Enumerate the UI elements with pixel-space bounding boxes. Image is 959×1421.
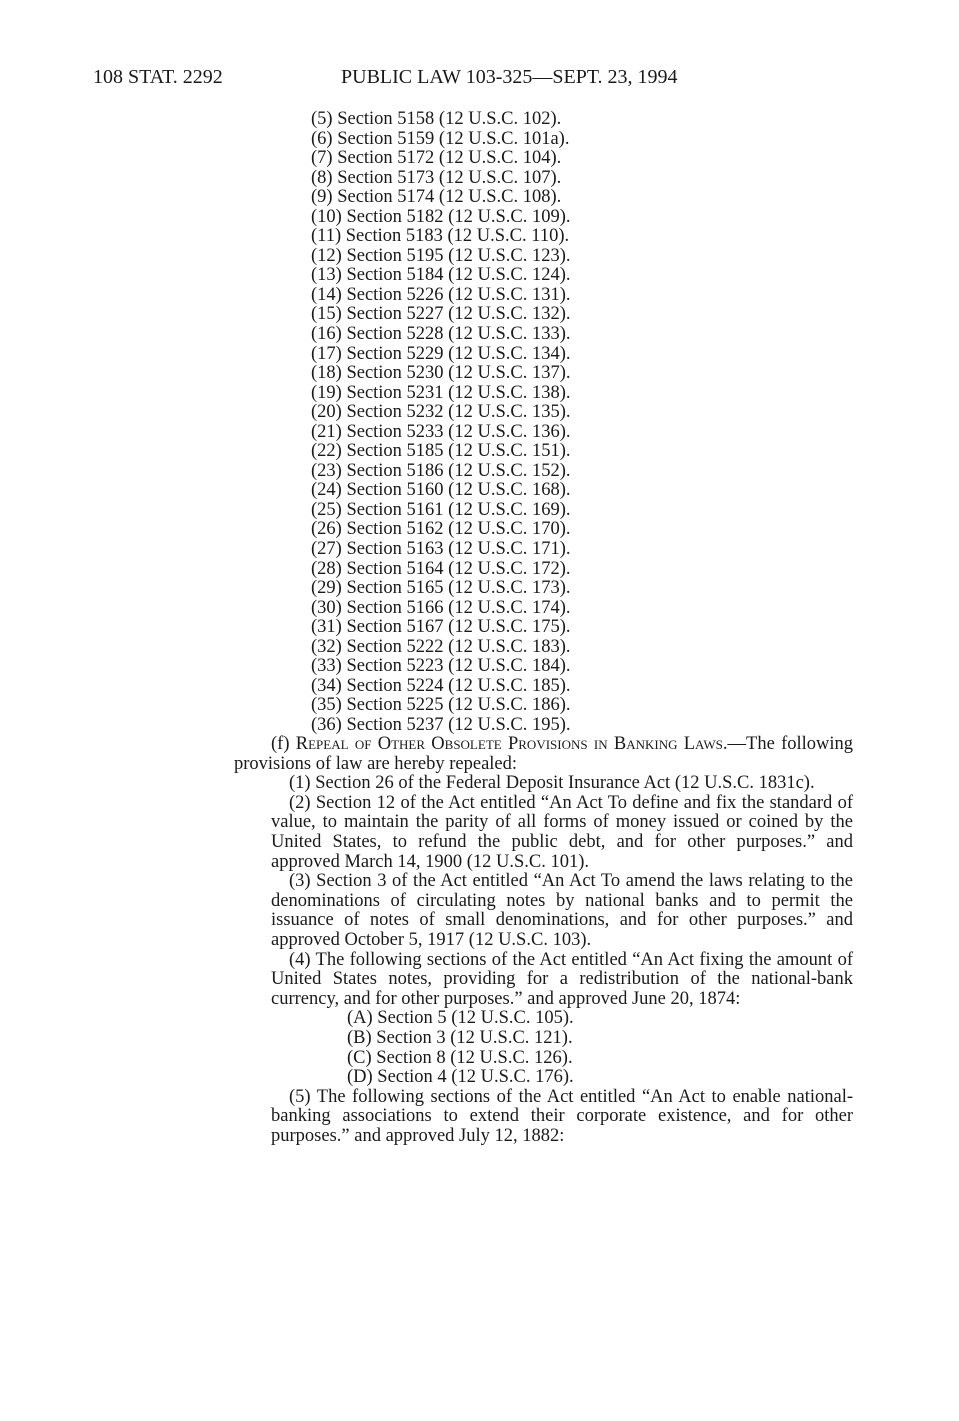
paragraph-1: (1) Section 26 of the Federal Deposit Insurance Act (12 U.S.C. 1831c). <box>289 773 815 794</box>
list-item: (26) Section 5162 (12 U.S.C. 170). <box>311 519 571 540</box>
list-item: (14) Section 5226 (12 U.S.C. 131). <box>311 284 571 305</box>
list-item: (18) Section 5230 (12 U.S.C. 137). <box>311 363 571 384</box>
paragraph-5: (5) The following sections of the Act entitled “An Act to enable national-banking associations to extend their corporate existence, and for other purposes.” and approved July 12, 1882: <box>271 1086 853 1146</box>
list-item: (15) Section 5227 (12 U.S.C. 132). <box>311 304 571 325</box>
page-header <box>93 62 753 92</box>
list-item: (8) Section 5173 (12 U.S.C. 107). <box>311 167 562 188</box>
list-item: (28) Section 5164 (12 U.S.C. 172). <box>311 558 571 579</box>
public-law-title: PUBLIC LAW 103-325—SEPT. 23, 1994 <box>341 66 678 88</box>
list-item: (30) Section 5166 (12 U.S.C. 174). <box>311 597 571 618</box>
list-item: (20) Section 5232 (12 U.S.C. 135). <box>311 402 571 423</box>
list-item: (25) Section 5161 (12 U.S.C. 169). <box>311 499 571 520</box>
list-item: (27) Section 5163 (12 U.S.C. 171). <box>311 539 571 560</box>
subsection-heading: Repeal of Other Obsolete Provisions in Banking Laws. <box>295 734 728 754</box>
subsection-marker: (f) <box>271 734 290 754</box>
list-item: (9) Section 5174 (12 U.S.C. 108). <box>311 187 562 208</box>
paragraph-4: (4) The following sections of the Act entitled “An Act fixing the amount of United States notes, providing for a redistribution of the national-bank currency, and for other purposes.” and approved June 20, 1874: <box>271 949 853 1009</box>
list-item: (35) Section 5225 (12 U.S.C. 186). <box>311 695 571 716</box>
list-item: (31) Section 5167 (12 U.S.C. 175). <box>311 617 571 638</box>
list-item: (21) Section 5233 (12 U.S.C. 136). <box>311 421 571 442</box>
statute-page-number: 108 STAT. 2292 <box>93 66 223 88</box>
list-item: (5) Section 5158 (12 U.S.C. 102). <box>311 109 562 129</box>
list-item: (6) Section 5159 (12 U.S.C. 101a). <box>311 128 570 149</box>
list-item: (12) Section 5195 (12 U.S.C. 123). <box>311 245 571 266</box>
list-item: (19) Section 5231 (12 U.S.C. 138). <box>311 382 571 403</box>
list-item: (13) Section 5184 (12 U.S.C. 124). <box>311 265 571 286</box>
list-item: (23) Section 5186 (12 U.S.C. 152). <box>311 460 571 481</box>
list-item: (33) Section 5223 (12 U.S.C. 184). <box>311 656 571 677</box>
paragraph-4-subitem: (B) Section 3 (12 U.S.C. 121). <box>347 1027 573 1048</box>
subsection-f-heading-paragraph <box>234 735 853 774</box>
paragraph-4-subitem: (D) Section 4 (12 U.S.C. 176). <box>347 1067 574 1088</box>
list-item: (34) Section 5224 (12 U.S.C. 185). <box>311 675 571 696</box>
paragraph-2: (2) Section 12 of the Act entitled “An Act To define and fix the standard of value, to maintain the parity of all forms of money issued or coined by the United States, to refund the public debt, and for other purposes.” and approved March 14, 1900 (12 U.S.C. 101). <box>271 792 853 872</box>
repealed-sections-list <box>311 110 571 736</box>
list-item: (32) Section 5222 (12 U.S.C. 183). <box>311 636 571 657</box>
list-item: (17) Section 5229 (12 U.S.C. 134). <box>311 343 571 364</box>
paragraph-4-subitem: (A) Section 5 (12 U.S.C. 105). <box>347 1008 574 1029</box>
list-item: (29) Section 5165 (12 U.S.C. 173). <box>311 578 571 599</box>
list-item: (24) Section 5160 (12 U.S.C. 168). <box>311 480 571 501</box>
list-item: (22) Section 5185 (12 U.S.C. 151). <box>311 441 571 462</box>
list-item: (7) Section 5172 (12 U.S.C. 104). <box>311 148 562 169</box>
subsection-intro: —The following provisions of law are hereby repealed: <box>234 734 854 774</box>
subsection-f <box>234 734 854 1146</box>
list-item: (36) Section 5237 (12 U.S.C. 195). <box>311 714 571 735</box>
paragraph-4-subitem: (C) Section 8 (12 U.S.C. 126). <box>347 1047 573 1068</box>
list-item: (16) Section 5228 (12 U.S.C. 133). <box>311 324 571 345</box>
paragraph-3: (3) Section 3 of the Act entitled “An Act To amend the laws relating to the denominations of circulating notes by national banks and to permit the issuance of notes of small denominations, and for other purposes.” and approved October 5, 1917 (12 U.S.C. 103). <box>271 871 853 950</box>
list-item: (11) Section 5183 (12 U.S.C. 110). <box>311 226 570 247</box>
list-item: (10) Section 5182 (12 U.S.C. 109). <box>311 206 571 227</box>
